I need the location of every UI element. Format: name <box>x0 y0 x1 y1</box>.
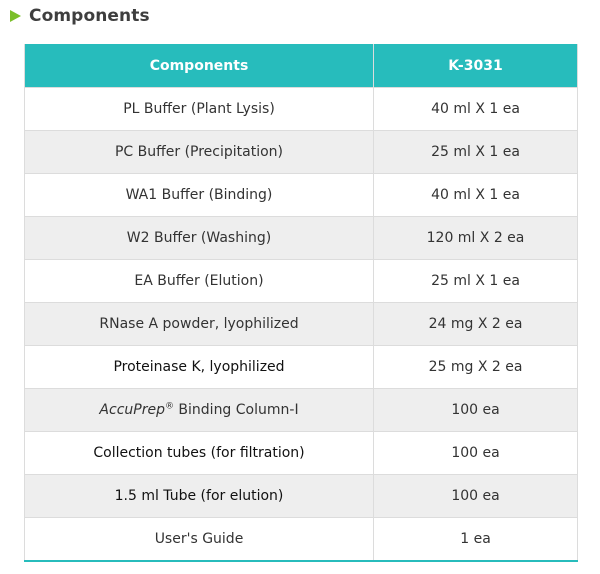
triangle-right-icon <box>10 10 21 22</box>
column-header-catalog: K-3031 <box>374 44 578 88</box>
component-cell: W2 Buffer (Washing) <box>25 217 374 260</box>
table-row <box>25 131 578 174</box>
component-cell: Collection tubes (for filtration) <box>25 432 374 475</box>
quantity-cell: 40 ml X 1 ea <box>374 88 578 131</box>
quantity-cell: 25 ml X 1 ea <box>374 260 578 303</box>
component-cell: PC Buffer (Precipitation) <box>25 131 374 174</box>
table-row <box>25 174 578 217</box>
quantity-cell: 1 ea <box>374 518 578 562</box>
component-name-rest: Binding Column-I <box>173 402 299 418</box>
quantity-cell: 100 ea <box>374 432 578 475</box>
table-row <box>25 518 578 562</box>
quantity-cell: 100 ea <box>374 475 578 518</box>
table-row <box>25 260 578 303</box>
brand-name: AccuPrep <box>99 402 165 418</box>
table-row <box>25 88 578 131</box>
quantity-cell: 100 ea <box>374 389 578 432</box>
table-row <box>25 303 578 346</box>
registered-mark: ® <box>164 401 174 412</box>
component-cell: Proteinase K, lyophilized <box>25 346 374 389</box>
component-cell: User's Guide <box>25 518 374 562</box>
column-header-components: Components <box>25 44 374 88</box>
table-row <box>25 346 578 389</box>
quantity-cell: 24 mg X 2 ea <box>374 303 578 346</box>
component-cell: WA1 Buffer (Binding) <box>25 174 374 217</box>
quantity-cell: 120 ml X 2 ea <box>374 217 578 260</box>
table-row <box>25 389 578 432</box>
component-cell: EA Buffer (Elution) <box>25 260 374 303</box>
quantity-cell: 25 mg X 2 ea <box>374 346 578 389</box>
component-cell <box>25 389 374 432</box>
quantity-cell: 25 ml X 1 ea <box>374 131 578 174</box>
components-table <box>24 44 578 562</box>
component-cell: PL Buffer (Plant Lysis) <box>25 88 374 131</box>
table-row <box>25 475 578 518</box>
component-cell: RNase A powder, lyophilized <box>25 303 374 346</box>
section-title: Components <box>29 6 150 26</box>
quantity-cell: 40 ml X 1 ea <box>374 174 578 217</box>
table-row <box>25 432 578 475</box>
table-header-row <box>25 44 578 88</box>
component-cell: 1.5 ml Tube (for elution) <box>25 475 374 518</box>
table-row <box>25 217 578 260</box>
section-heading <box>10 3 150 29</box>
